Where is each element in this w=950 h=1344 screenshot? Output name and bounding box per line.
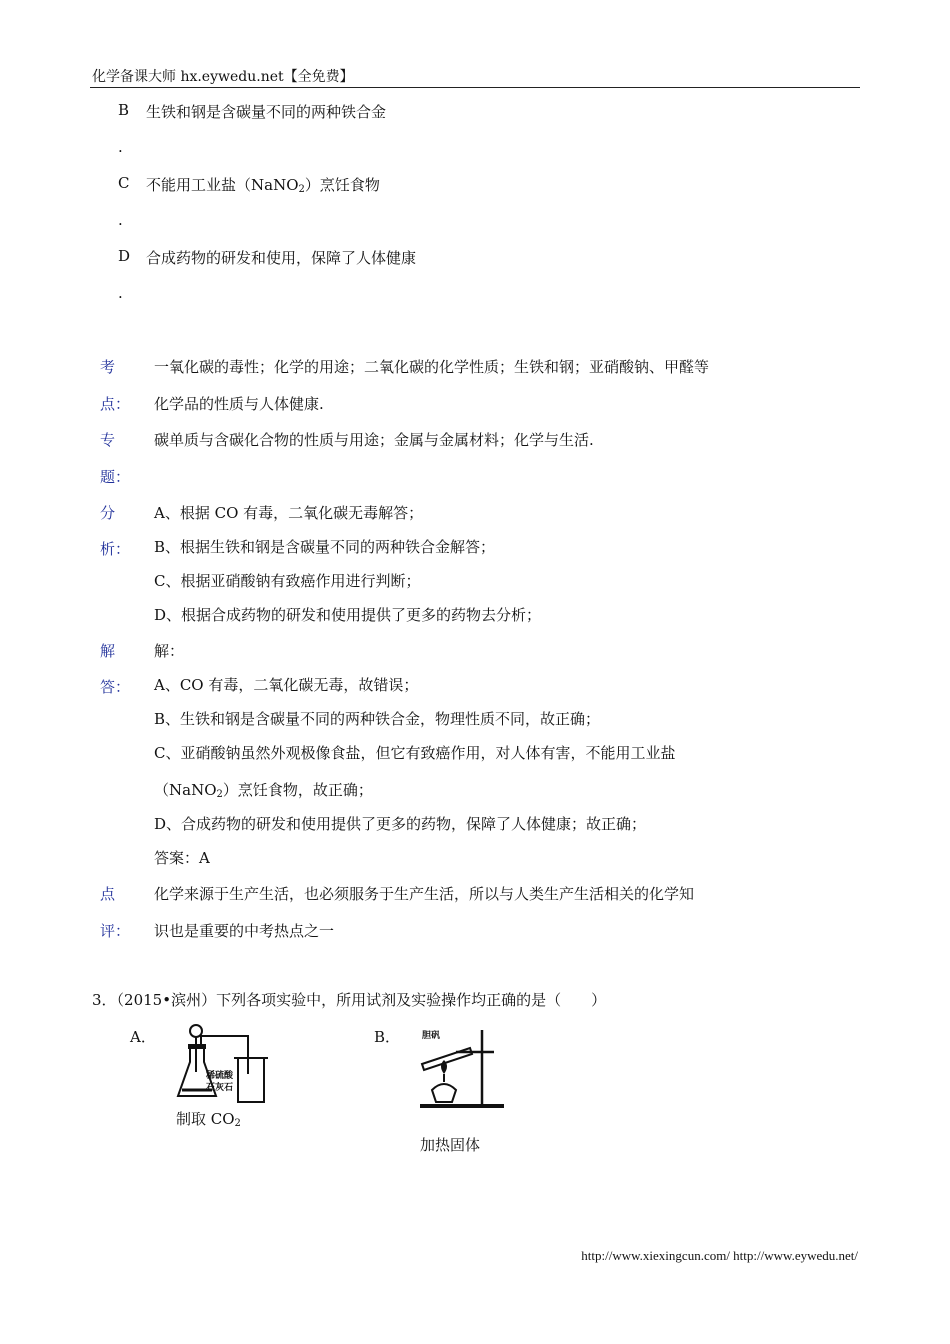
jieda-line-3: B、生铁和钢是含碳量不同的两种铁合金，物理性质不同，故正确；: [154, 710, 601, 728]
option-c-text: 不能用工业盐（NaNO$_2$）烹饪食物: [146, 176, 380, 195]
q3-option-a-letter: A．: [130, 1028, 156, 1046]
zhuanti-label-1: 专: [100, 431, 116, 449]
kaodian-label-1: 考: [100, 358, 116, 376]
jieda-line-5: （NaNO$_2$）烹饪食物，故正确；: [154, 781, 373, 800]
q3-option-b-letter: B．: [374, 1028, 401, 1046]
co2-apparatus-figure: [168, 1022, 272, 1104]
fig-label-acid: 稀硫酸: [206, 1071, 234, 1081]
option-c-letter: C: [118, 174, 130, 192]
fig-label-limestone: 石灰石: [206, 1083, 234, 1093]
fenxi-label-1: 分: [100, 504, 116, 522]
dianping-line-2: 识也是重要的中考热点之一: [154, 922, 335, 940]
jieda-line-2: A、CO 有毒，二氧化碳无毒，故错误；: [154, 676, 419, 694]
heating-apparatus-figure: [416, 1026, 508, 1114]
fenxi-line-3: C、根据亚硝酸钠有致癌作用进行判断；: [154, 572, 421, 590]
jieda-label-1: 解: [100, 642, 116, 660]
header-rule: [90, 87, 860, 88]
dianping-label-2: 评：: [100, 922, 131, 940]
jieda-line-6: D、合成药物的研发和使用提供了更多的药物，保障了人体健康；故正确；: [154, 815, 647, 833]
jieda-line-4: C、亚硝酸钠虽然外观极像食盐，但它有致癌作用，对人体有害，不能用工业盐: [154, 744, 676, 762]
option-d-dot: .: [118, 284, 123, 302]
kaodian-label-2: 点：: [100, 395, 131, 413]
jieda-line-1: 解：: [154, 642, 185, 660]
page-footer: http://www.xiexingcun.com/ http://www.eywedu.net/: [581, 1248, 858, 1263]
q3-option-b-caption: 加热固体: [420, 1136, 481, 1154]
dianping-label-1: 点: [100, 885, 116, 903]
option-b-text: 生铁和钢是含碳量不同的两种铁合金: [146, 103, 387, 121]
dianping-line-1: 化学来源于生产生活，也必须服务于生产生活，所以与人类生产生活相关的化学知: [154, 885, 695, 903]
fenxi-line-1: A、根据 CO 有毒，二氧化碳无毒解答；: [154, 504, 424, 522]
kaodian-line-2: 化学品的性质与人体健康.: [154, 395, 324, 413]
zhuanti-line: 碳单质与含碳化合物的性质与用途；金属与金属材料；化学与生活.: [154, 431, 594, 449]
option-c-dot: .: [118, 211, 123, 229]
option-b-dot: .: [118, 138, 123, 156]
option-d-text: 合成药物的研发和使用，保障了人体健康: [146, 249, 417, 267]
jieda-label-2: 答：: [100, 678, 131, 696]
jieda-answer: 答案：A: [154, 849, 210, 867]
option-d-letter: D: [118, 247, 131, 265]
option-b-letter: B: [118, 101, 130, 119]
fenxi-line-4: D、根据合成药物的研发和使用提供了更多的药物去分析；: [154, 606, 542, 624]
fenxi-label-2: 析：: [100, 540, 131, 558]
zhuanti-label-2: 题：: [100, 468, 131, 486]
question-3-text: 3．（2015•滨州）下列各项实验中，所用试剂及实验操作均正确的是（ ）: [92, 991, 607, 1009]
fenxi-line-2: B、根据生铁和钢是含碳量不同的两种铁合金解答；: [154, 538, 496, 556]
fig-label-copper-sulfate: 胆矾: [422, 1031, 441, 1041]
page-header: 化学备课大师 hx.eywedu.net【全免费】: [92, 69, 354, 85]
kaodian-line-1: 一氧化碳的毒性；化学的用途；二氧化碳的化学性质；生铁和钢；亚硝酸钠、甲醛等: [154, 358, 710, 376]
q3-option-a-caption: 制取 $CO_2$: [176, 1110, 241, 1129]
